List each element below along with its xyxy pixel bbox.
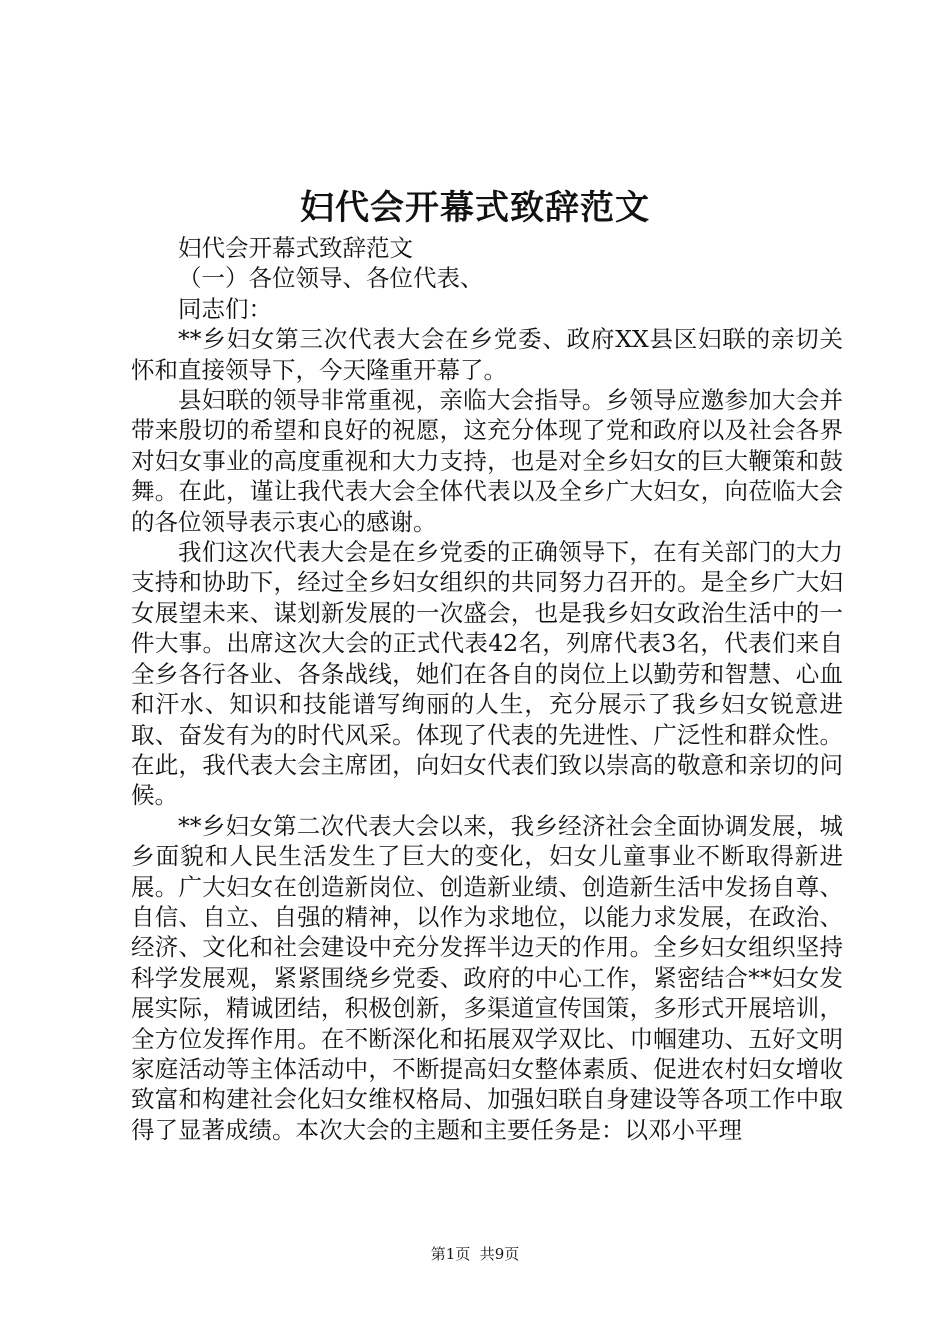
paragraph: 同志们： bbox=[178, 294, 272, 323]
page-number: 第1页 共9页 bbox=[430, 1245, 520, 1263]
document-body bbox=[131, 233, 843, 1145]
paragraph: 妇代会开幕式致辞范文 bbox=[178, 234, 413, 262]
page-footer bbox=[0, 1244, 950, 1264]
paragraph: （一）各位领导、各位代表、 bbox=[178, 264, 484, 293]
paragraph: 我们这次代表大会是在乡党委的正确领导下，在有关部门的大力支持和协助下，经过全乡妇女组织的共同努力召开的。是全乡广大妇女展望未来、谋划新发展的一次盛会，也是我乡妇女政治生活中的一件大事。出席这次大会的正式代表42名，列席代表3名，代表们来自全乡各行各业、各条战线，她们在各自的岗位上以勤劳和智慧、心血和汗水、知识和技能谱写绚丽的人生，充分展示了我乡妇女锐意进取、奋发有为的时代风采。体现了代表的先进性、广泛性和群众性。在此，我代表大会主席团，向妇女代表们致以崇高的敬意和亲切的问候。 bbox=[131, 538, 843, 810]
paragraph: 县妇联的领导非常重视，亲临大会指导。乡领导应邀参加大会并带来殷切的希望和良好的祝愿，这充分体现了党和政府以及社会各界对妇女事业的高度重视和大力支持，也是对全乡妇女的巨大鞭策和鼓舞。在此，谨让我代表大会全体代表以及全乡广大妇女，向莅临大会的各位领导表示衷心的感谢。 bbox=[131, 386, 843, 536]
document-title: 妇代会开幕式致辞范文 bbox=[300, 188, 650, 228]
paragraph: **乡妇女第三次代表大会在乡党委、政府XX县区妇联的亲切关怀和直接领导下，今天隆重开幕了。 bbox=[131, 325, 843, 384]
paragraph: **乡妇女第二次代表大会以来，我乡经济社会全面协调发展，城乡面貌和人民生活发生了巨大的变化，妇女儿童事业不断取得新进展。广大妇女在创造新岗位、创造新业绩、创造新生活中发扬自尊、自信、自立、自强的精神，以作为求地位，以能力求发展，在政治、经济、文化和社会建设中充分发挥半边天的作用。全乡妇女组织坚持科学发展观，紧紧围绕乡党委、政府的中心工作，紧密结合**妇女发展实际，精诚团结，积极创新，多渠道宣传国策，多形式开展培训，全方位发挥作用。在不断深化和拓展双学双比、巾帼建功、五好文明家庭活动等主体活动中，不断提高妇女整体素质、促进农村妇女增收致富和构建社会化妇女维权格局、加强妇联自身建设等各项工作中取得了显著成绩。本次大会的主题和主要任务是：以邓小平理 bbox=[131, 811, 843, 1144]
